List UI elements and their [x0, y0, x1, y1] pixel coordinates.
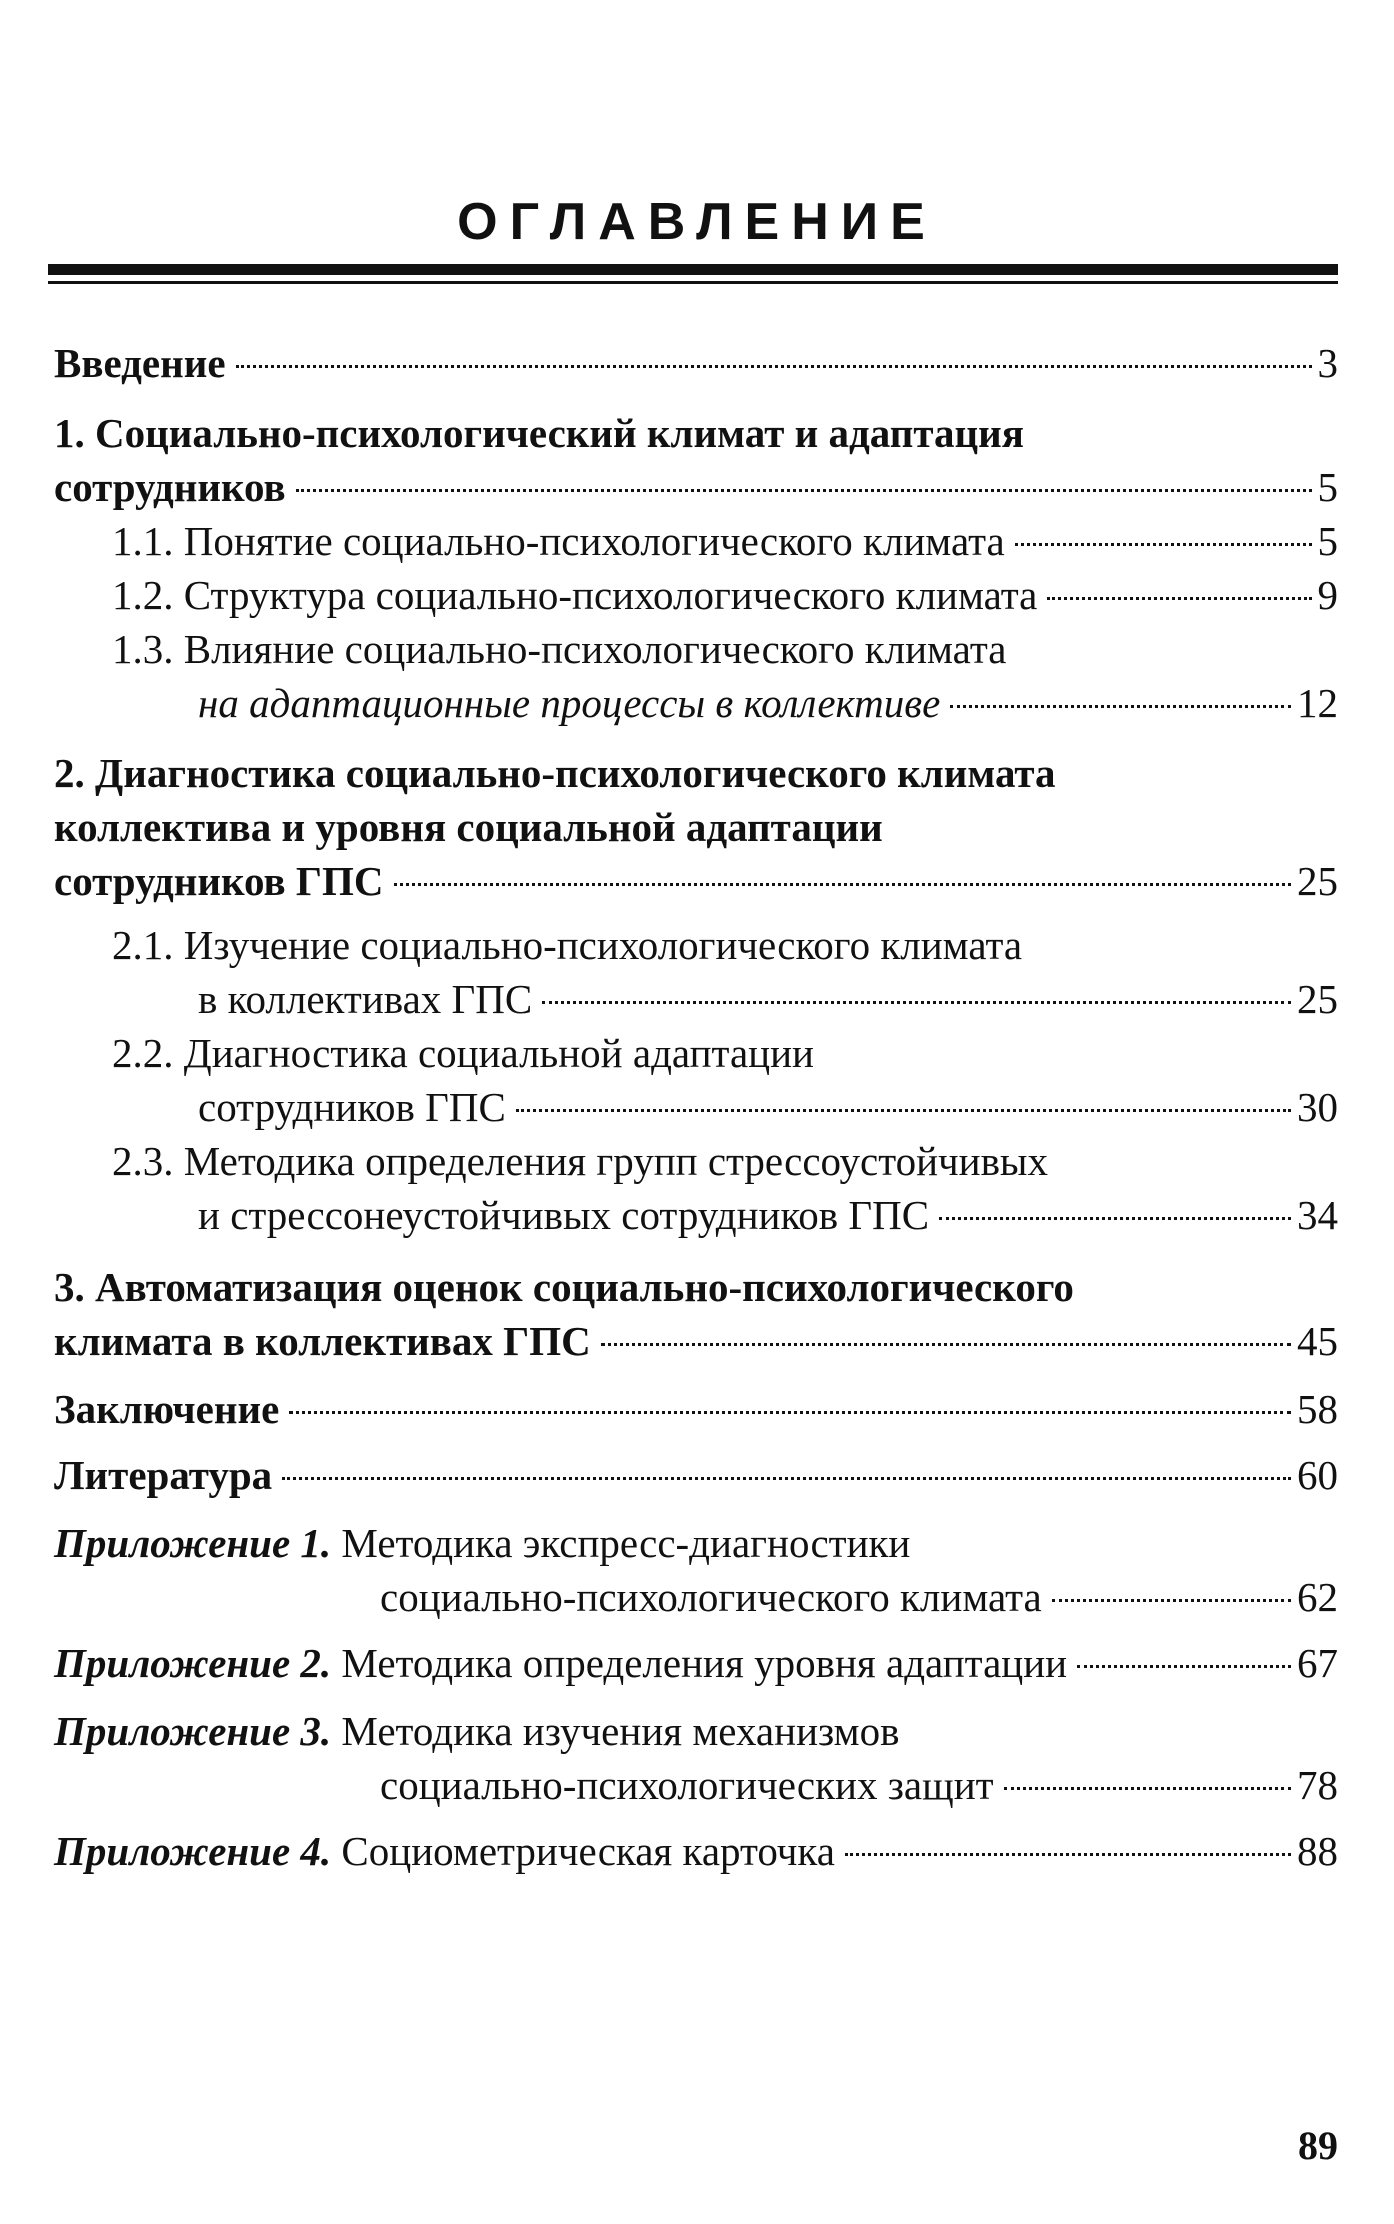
toc-entry-conclusion	[54, 1382, 1338, 1436]
leader-dots	[289, 1411, 1291, 1414]
toc-entry-1-2	[112, 568, 1338, 622]
toc-conclusion-page: 58	[1297, 1386, 1338, 1432]
leader-dots	[394, 883, 1291, 886]
leader-dots	[939, 1217, 1291, 1220]
toc-ch2-line2: коллектива и уровня социальной адаптации	[54, 804, 883, 850]
toc-app2-label: Методика определения уровня адаптации	[341, 1640, 1068, 1686]
toc-ch1-line2: сотрудников	[54, 464, 286, 510]
toc-entry-2-3	[198, 1188, 1338, 1242]
toc-1-1-page: 5	[1317, 518, 1338, 564]
toc-entry-1-1	[112, 514, 1338, 568]
toc-entry-ch1	[54, 460, 1338, 514]
toc-app2-prefix: Приложение 2.	[54, 1640, 332, 1686]
toc-entry-1-3	[198, 676, 1338, 730]
toc-conclusion-label: Заключение	[54, 1386, 280, 1432]
toc-1-1-label: 1.1. Понятие социально-психологического климата	[112, 518, 1005, 564]
toc-app1-line1	[54, 1516, 1338, 1570]
toc-app4-label: Социометрическая карточка	[341, 1828, 835, 1874]
toc-entry-ch3	[54, 1314, 1338, 1368]
page-number: 89	[1298, 2123, 1338, 2168]
toc-entry-app2	[54, 1636, 1338, 1690]
toc-1-3-page: 12	[1297, 680, 1338, 726]
toc-intro-label: Введение	[54, 340, 226, 386]
toc-app1-title: Методика экспресс-диагностики	[341, 1520, 911, 1566]
title-rule-thick	[48, 264, 1338, 275]
toc-app1-page: 62	[1297, 1574, 1338, 1620]
leader-dots	[282, 1477, 1291, 1480]
toc-entry-intro	[54, 336, 1338, 390]
title-rule-thin	[48, 281, 1338, 284]
leader-dots	[601, 1343, 1291, 1346]
toc-app3-page: 78	[1297, 1762, 1338, 1808]
toc-ch3-page: 45	[1297, 1318, 1338, 1364]
toc-ch3-line1: 3. Автоматизация оценок социально-психологического	[54, 1264, 1074, 1310]
toc-entry-app3	[380, 1758, 1338, 1812]
toc-app4-page: 88	[1297, 1828, 1338, 1874]
toc-2-1-line2: в коллективах ГПС	[198, 976, 533, 1022]
leader-dots	[236, 365, 1312, 368]
toc-entry-ch2	[54, 854, 1338, 908]
toc-entry-literature	[54, 1448, 1338, 1502]
toc-app1-line2: социально-психологического климата	[380, 1574, 1042, 1620]
toc-app3-line2: социально-психологических защит	[380, 1762, 994, 1808]
leader-dots	[950, 705, 1291, 708]
toc-app1-prefix: Приложение 1.	[54, 1520, 332, 1566]
leader-dots	[1052, 1599, 1291, 1602]
toc-2-2-page: 30	[1297, 1084, 1338, 1130]
toc-app3-prefix: Приложение 3.	[54, 1708, 332, 1754]
toc-ch3-line2: климата в коллективах ГПС	[54, 1318, 591, 1364]
toc-app2-page: 67	[1297, 1640, 1338, 1686]
toc-1-2-page: 9	[1317, 572, 1338, 618]
toc-entry-2-2	[198, 1080, 1338, 1134]
leader-dots	[1047, 597, 1311, 600]
toc-app3-title: Методика изучения механизмов	[341, 1708, 900, 1754]
toc-2-2-line2: сотрудников ГПС	[198, 1084, 506, 1130]
toc-intro-page: 3	[1317, 340, 1338, 386]
toc-1-3-line2: на адаптационные процессы в коллективе	[198, 680, 941, 726]
toc-ch2-page: 25	[1297, 858, 1338, 904]
toc-entry-app1	[380, 1570, 1338, 1624]
toc-1-2-label: 1.2. Структура социально-психологического климата	[112, 572, 1038, 618]
leader-dots	[296, 489, 1312, 492]
leader-dots	[1015, 543, 1312, 546]
leader-dots	[542, 1001, 1291, 1004]
toc-2-3-line2: и стрессонеустойчивых сотрудников ГПС	[198, 1192, 930, 1238]
toc-2-1-page: 25	[1297, 976, 1338, 1022]
leader-dots	[516, 1109, 1291, 1112]
toc-literature-page: 60	[1297, 1452, 1338, 1498]
toc-entry-app4	[54, 1824, 1338, 1878]
toc-1-3-line1: 1.3. Влияние социально-психологического климата	[112, 626, 1007, 672]
toc-literature-label: Литература	[54, 1452, 273, 1498]
toc-2-3-line1: 2.3. Методика определения групп стрессоустойчивых	[112, 1138, 1048, 1184]
leader-dots	[845, 1853, 1291, 1856]
leader-dots	[1077, 1665, 1291, 1668]
toc-ch1-page: 5	[1317, 464, 1338, 510]
toc-entry-2-1	[198, 972, 1338, 1026]
leader-dots	[1004, 1787, 1291, 1790]
toc-2-2-line1: 2.2. Диагностика социальной адаптации	[112, 1030, 814, 1076]
toc-ch1-line1: 1. Социально-психологический климат и адаптация	[54, 410, 1024, 456]
toc-2-3-page: 34	[1297, 1192, 1338, 1238]
toc-ch2-line3: сотрудников ГПС	[54, 858, 384, 904]
page-title: ОГЛАВЛЕНИЕ	[457, 193, 937, 251]
toc-2-1-line1: 2.1. Изучение социально-психологического климата	[112, 922, 1023, 968]
toc-app3-line1	[54, 1704, 1338, 1758]
toc-app4-prefix: Приложение 4.	[54, 1828, 332, 1874]
toc-ch2-line1: 2. Диагностика социально-психологического климата	[54, 750, 1056, 796]
